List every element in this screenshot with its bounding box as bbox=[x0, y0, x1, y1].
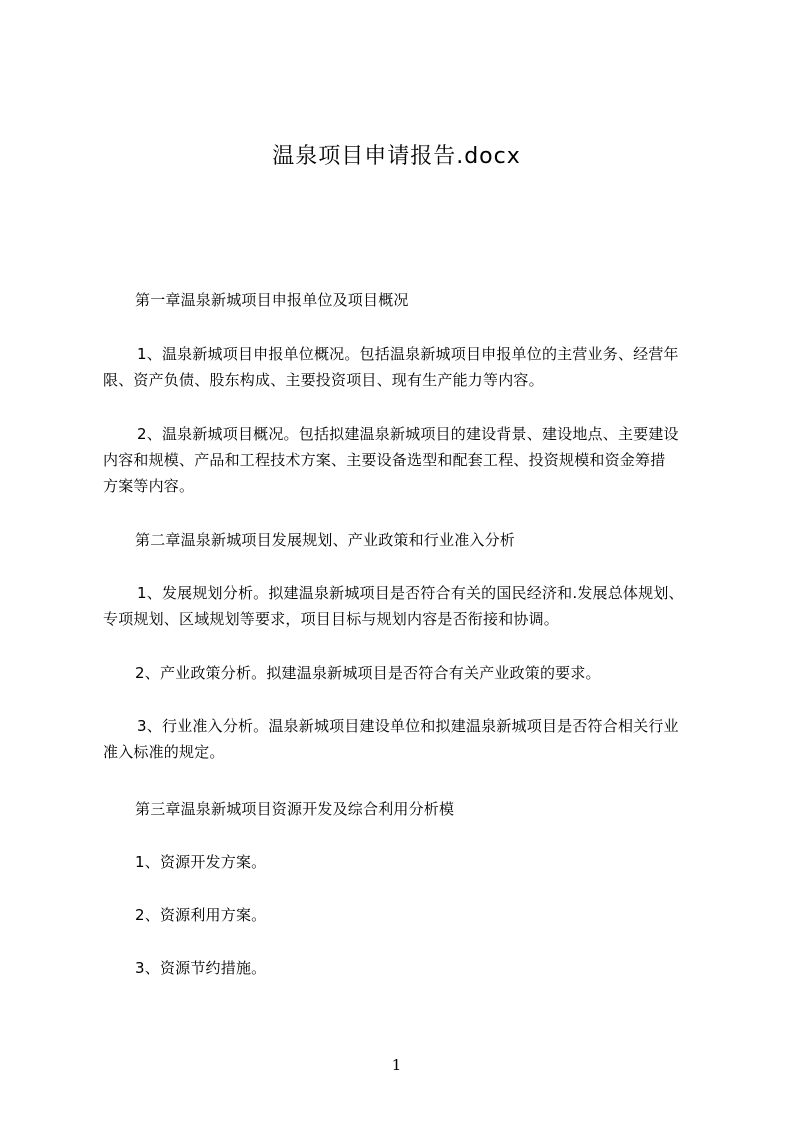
paragraph-line: 3、资源节约措施。 bbox=[135, 959, 267, 977]
paragraph-line: 1、资源开发方案。 bbox=[135, 853, 267, 871]
paragraph-line: 3、行业准入分析。温泉新城项目建设单位和拟建温泉新城项目是否符合相关行业 bbox=[137, 717, 679, 735]
paragraph bbox=[103, 849, 713, 875]
paragraph bbox=[103, 902, 713, 928]
paragraph-line: 方案等内容。 bbox=[103, 477, 195, 495]
paragraph-line: 第二章温泉新城项目发展规划、产业政策和行业准入分析 bbox=[135, 531, 516, 549]
chapter-3-heading bbox=[103, 796, 713, 822]
paragraph-line: 1、温泉新城项目申报单位概况。包括温泉新城项目申报单位的主营业务、经营年 bbox=[137, 345, 679, 363]
paragraph-line: 2、温泉新城项目概况。包括拟建温泉新城项目的建设背景、建设地点、主要建设 bbox=[137, 425, 679, 443]
paragraph-line: 第三章温泉新城项目资源开发及综合利用分析模 bbox=[135, 800, 455, 818]
paragraph bbox=[103, 580, 713, 632]
paragraph bbox=[103, 955, 713, 981]
paragraph-line: 专项规划、区域规划等要求，项目目标与规划内容是否衔接和协调。 bbox=[103, 610, 560, 628]
paragraph bbox=[103, 713, 713, 765]
paragraph-line: 1、发展规划分析。拟建温泉新城项目是否符合有关的国民经济和.发展总体规划、 bbox=[137, 584, 684, 602]
paragraph bbox=[103, 341, 713, 393]
chapter-2-heading bbox=[103, 527, 713, 553]
paragraph-line: 准入标准的规定。 bbox=[103, 743, 225, 761]
chapter-1-heading bbox=[103, 287, 713, 313]
paragraph-line: 限、资产负债、股东构成、主要投资项目、现有生产能力等内容。 bbox=[103, 371, 544, 389]
paragraph-line: 2、资源利用方案。 bbox=[135, 906, 267, 924]
paragraph-line: 第一章温泉新城项目申报单位及项目概况 bbox=[135, 291, 409, 309]
paragraph-line: 内容和规模、产品和工程技术方案、主要设备选型和配套工程、投资规模和资金筹措 bbox=[103, 451, 666, 469]
page-number: 1 bbox=[391, 1056, 402, 1074]
document-title: 温泉项目申请报告.docx bbox=[272, 144, 521, 169]
paragraph bbox=[103, 421, 713, 499]
paragraph-line: 2、产业政策分析。拟建温泉新城项目是否符合有关产业政策的要求。 bbox=[135, 664, 601, 682]
paragraph bbox=[103, 660, 713, 686]
